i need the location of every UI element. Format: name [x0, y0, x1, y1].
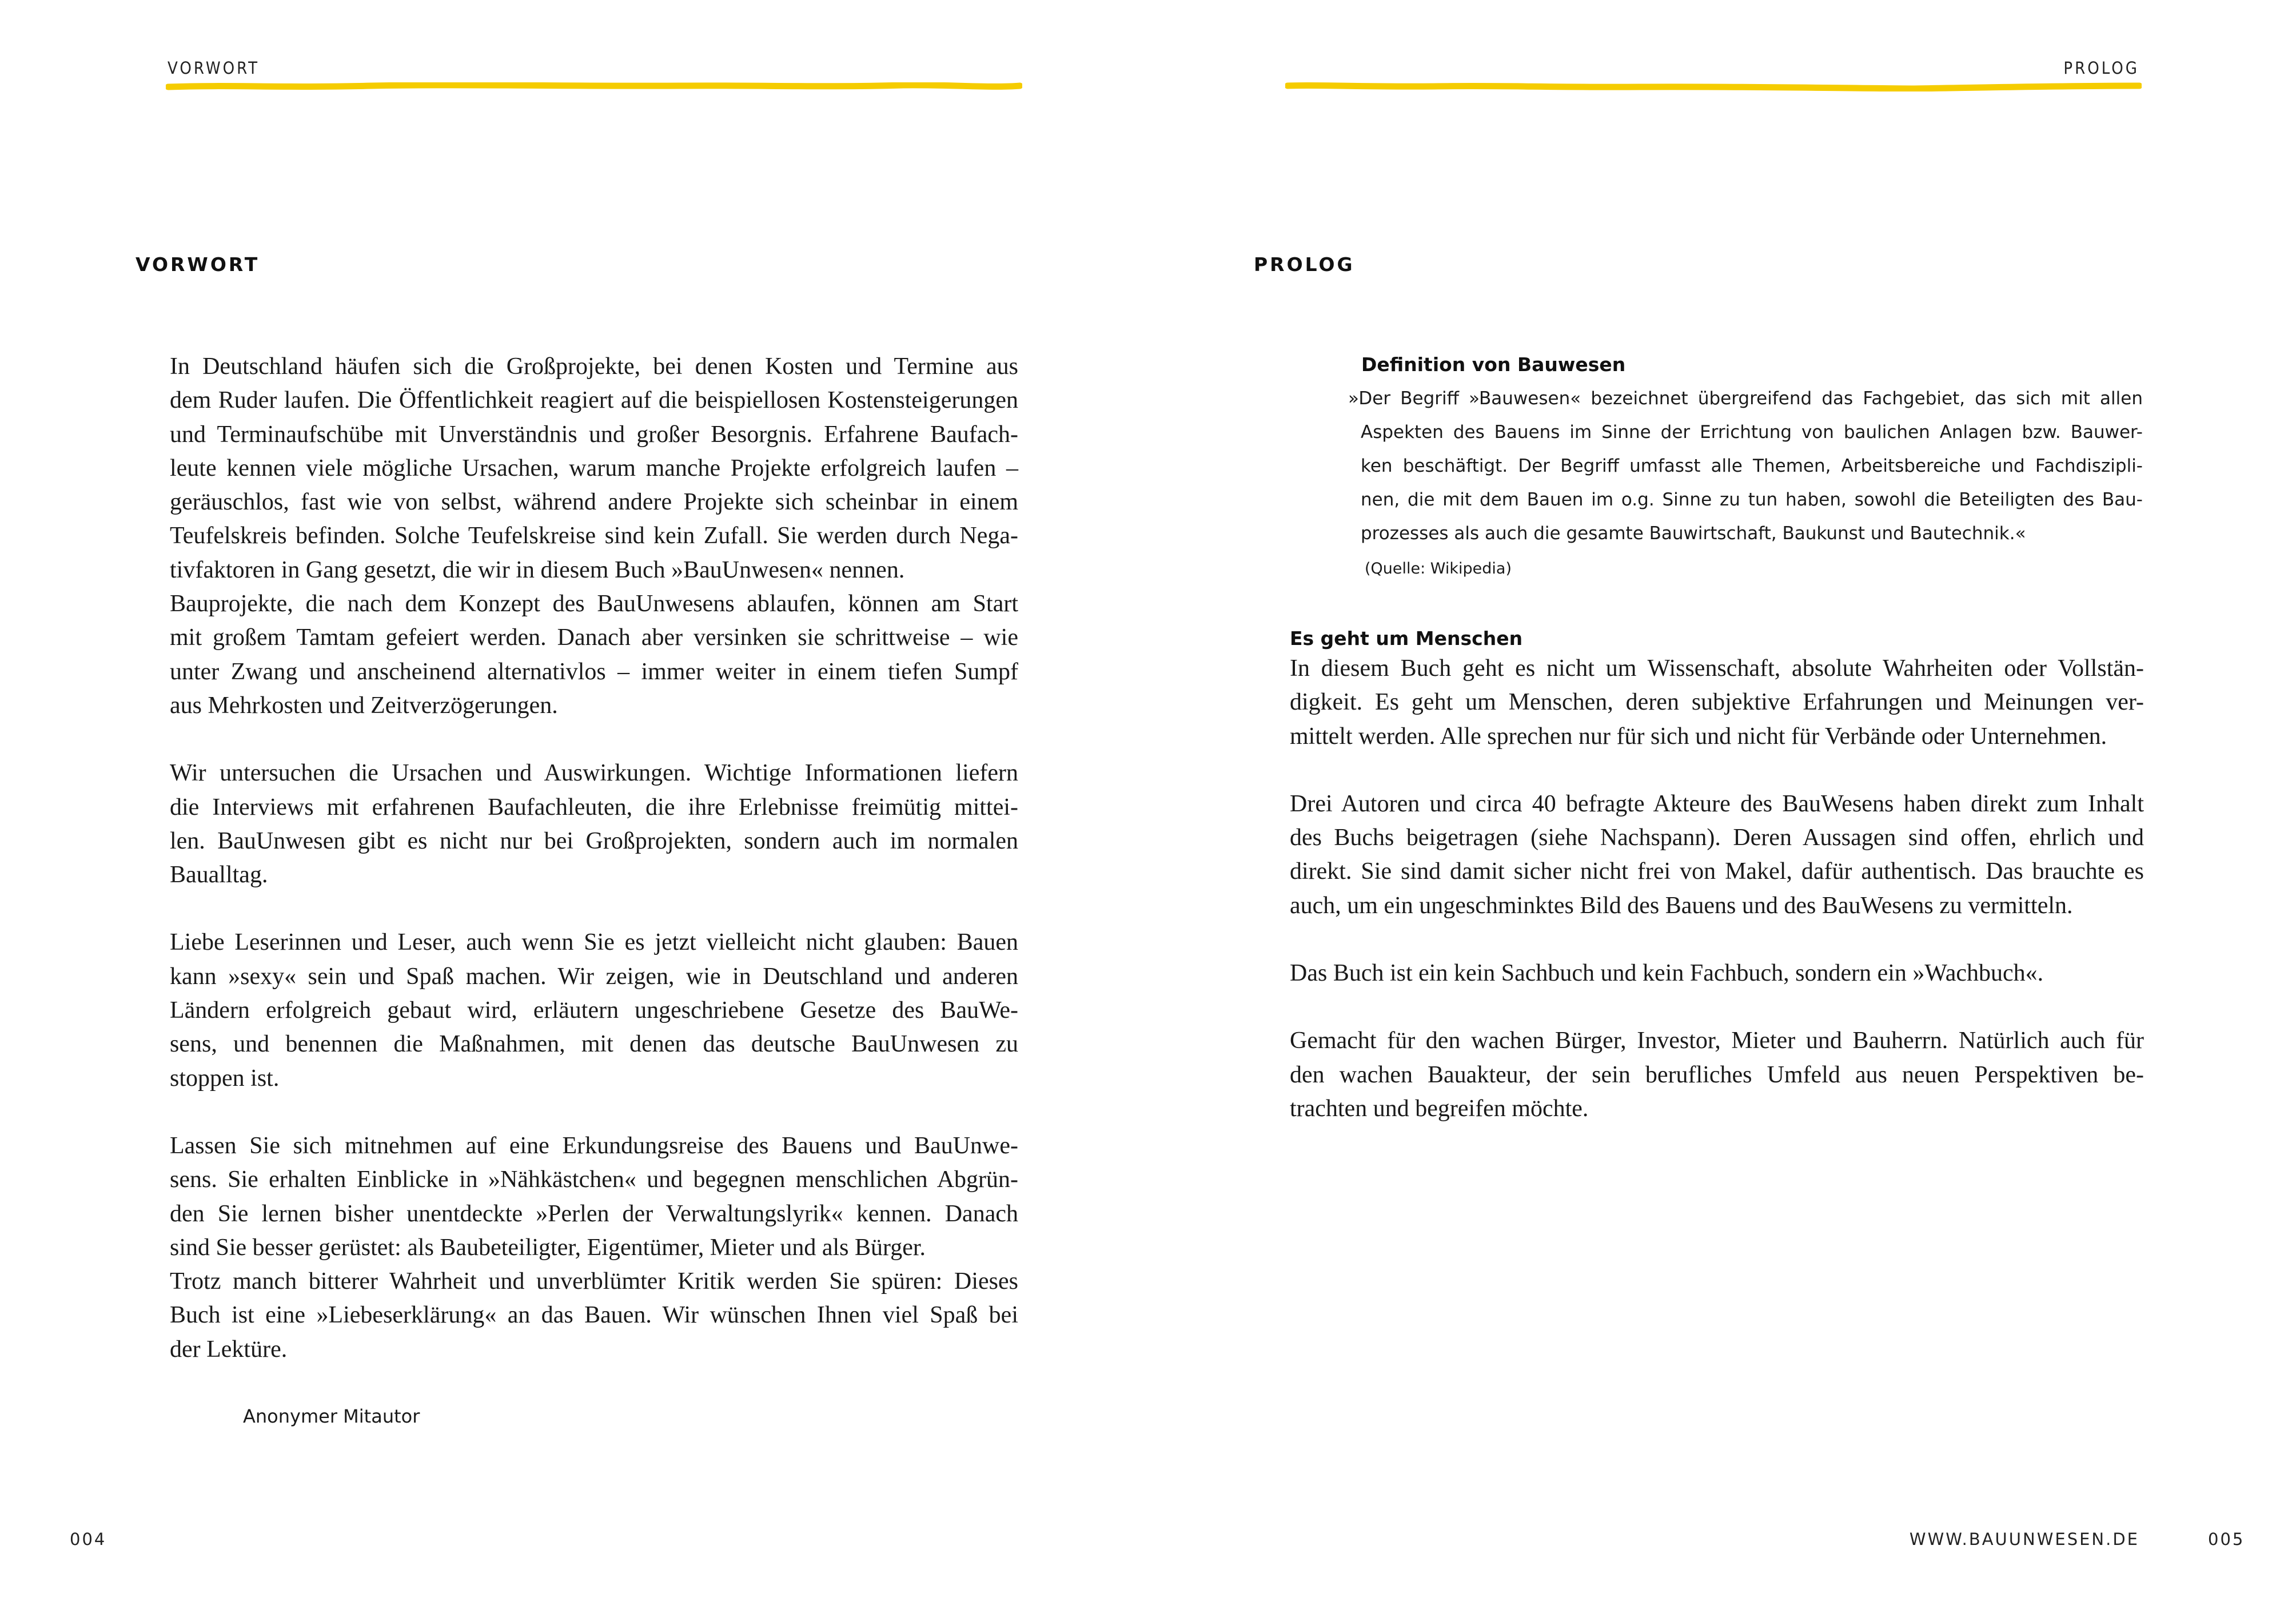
text-line: mit großem Tamtam gefeiert werden. Danach aber versinken sie schrittweise – wie — [170, 624, 1018, 651]
prolog-paragraph-3 — [1290, 957, 2144, 990]
text-line: digkeit. Es geht um Menschen, deren subjektive Erfahrungen und Meinungen ver- — [1290, 689, 2144, 716]
text-line: In Deutschland häufen sich die Großprojekte, bei denen Kosten und Termine aus — [170, 353, 1018, 380]
text-line: prozesses als auch die gesamte Bauwirtschaft, Baukunst und Bautechnik.« — [1361, 523, 2026, 544]
running-head-left: VORWORT — [168, 58, 260, 78]
text-line: den Sie lernen bisher unentdeckte »Perlen der Verwaltungslyrik« kennen. Danach — [170, 1200, 1018, 1227]
text-line: des Buchs beigetragen (siehe Nachspann). Deren Aussagen sind offen, ehrlich und — [1290, 825, 2144, 851]
vorwort-body — [170, 350, 1018, 1367]
text-line: sind Sie besser gerüstet: als Baubeteiligter, Eigentümer, Mieter und als Bürger. — [170, 1234, 926, 1261]
vorwort-paragraph-3 — [170, 926, 1018, 1095]
definition-source: (Quelle: Wikipedia) — [1365, 560, 1512, 577]
prolog-paragraph-4 — [1290, 1024, 2144, 1126]
text-line: der Lektüre. — [170, 1336, 288, 1363]
text-line: dem Ruder laufen. Die Öffentlichkeit reagiert auf die beispiellosen Kostensteigerungen — [170, 387, 1018, 414]
text-line: auch, um ein ungeschminktes Bild des Bauens und des BauWesens zu vermitteln. — [1290, 892, 2073, 919]
text-line: Buch ist eine »Liebeserklärung« an das Bauen. Wir wünschen Ihnen viel Spaß bei — [170, 1302, 1018, 1329]
text-line: trachten und begreifen möchte. — [1290, 1095, 1589, 1122]
text-line: und Terminaufschübe mit Unverständnis und großer Besorgnis. Erfahrene Baufach- — [170, 421, 1018, 448]
paragraph-spacer — [1290, 754, 2144, 787]
text-line: kann »sexy« sein und Spaß machen. Wir zeigen, wie in Deutschland und anderen — [170, 963, 1018, 990]
text-line: Bauprojekte, die nach dem Konzept des BauUnwesens ablaufen, können am Start — [170, 591, 1018, 618]
text-line: Teufelskreis befinden. Solche Teufelskreise sind kein Zufall. Sie werden durch Nega- — [170, 523, 1018, 549]
page-number-right: 005 — [2208, 1530, 2245, 1549]
paragraph-spacer — [170, 892, 1018, 926]
vorwort-paragraph-1 — [170, 350, 1018, 723]
signature: Anonymer Mitautor — [243, 1405, 420, 1427]
text-line: Trotz manch bitterer Wahrheit und unverblümter Kritik werden Sie spüren: Dieses — [170, 1268, 1018, 1295]
text-line: stoppen ist. — [170, 1065, 280, 1092]
yellow-brush-rule-left — [166, 82, 1022, 89]
definition-title: Definition von Bauwesen — [1361, 353, 1626, 376]
text-line: den wachen Bauakteur, der sein berufliches Umfeld aus neuen Perspektiven be- — [1290, 1061, 2144, 1088]
paragraph-spacer — [170, 1096, 1018, 1129]
text-line: direkt. Sie sind damit sicher nicht frei von Makel, dafür authentisch. Das brauchte es — [1290, 858, 2144, 885]
text-line: sens, und benennen die Maßnahmen, mit denen das deutsche BauUnwesen zu — [170, 1031, 1018, 1058]
page-number-left: 004 — [70, 1530, 107, 1549]
text-line: ken beschäftigt. Der Begriff umfasst alle Themen, Arbeitsbereiche und Fachdiszipli- — [1361, 456, 2143, 476]
text-line: Liebe Leserinnen und Leser, auch wenn Sie es jetzt vielleicht nicht glauben: Bauen — [170, 929, 1018, 956]
text-line: unter Zwang und anscheinend alternativlos – immer weiter in einem tiefen Sumpf — [170, 658, 1018, 685]
text-line: Baualltag. — [170, 862, 268, 889]
text-line: In diesem Buch geht es nicht um Wissenschaft, absolute Wahrheiten oder Vollstän- — [1290, 655, 2144, 682]
text-line: leute kennen viele mögliche Ursachen, warum manche Projekte erfolgreich laufen – — [170, 455, 1018, 481]
text-line: »Der Begriff »Bauwesen« bezeichnet übergreifend das Fachgebiet, das sich mit allen — [1348, 388, 2143, 409]
text-line: tivfaktoren in Gang gesetzt, die wir in diesem Buch »BauUnwesen« nennen. — [170, 556, 905, 583]
vorwort-paragraph-2 — [170, 756, 1018, 892]
running-head-right: PROLOG — [2063, 58, 2139, 78]
subheading-es-geht-um-menschen: Es geht um Menschen — [1290, 627, 1523, 650]
yellow-brush-rule-right — [1285, 82, 2142, 89]
prolog-paragraph-1 — [1290, 652, 2144, 754]
text-line: mittelt werden. Alle sprechen nur für sich und nicht für Verbände oder Unternehmen. — [1290, 723, 2107, 750]
prolog-body — [1290, 652, 2144, 1126]
section-title-vorwort: VORWORT — [135, 253, 260, 276]
text-line: Gemacht für den wachen Bürger, Investor, Mieter und Bauherrn. Natürlich auch für — [1290, 1027, 2144, 1054]
paragraph-spacer — [170, 723, 1018, 756]
text-line: len. BauUnwesen gibt es nicht nur bei Großprojekten, sondern auch im normalen — [170, 827, 1018, 854]
text-line: Ländern erfolgreich gebaut wird, erläutern ungeschriebene Gesetze des BauWe- — [170, 997, 1018, 1024]
website-url[interactable]: WWW.BAUUNWESEN.DE — [1909, 1530, 2139, 1549]
text-line: Das Buch ist ein kein Sachbuch und kein Fachbuch, sondern ein »Wachbuch«. — [1290, 960, 2044, 987]
text-line: aus Mehrkosten und Zeitverzögerungen. — [170, 692, 558, 719]
text-line: Lassen Sie sich mitnehmen auf eine Erkundungsreise des Bauens und BauUnwe- — [170, 1132, 1018, 1159]
text-line: die Interviews mit erfahrenen Baufachleuten, die ihre Erlebnisse freimütig mittei- — [170, 794, 1018, 821]
section-title-prolog: PROLOG — [1254, 253, 1355, 276]
vorwort-paragraph-4 — [170, 1129, 1018, 1367]
paragraph-spacer — [1290, 923, 2144, 957]
text-line: Wir untersuchen die Ursachen und Auswirkungen. Wichtige Informationen liefern — [170, 760, 1018, 787]
text-line: Aspekten des Bauens im Sinne der Errichtung von baulichen Anlagen bzw. Bauwer- — [1361, 422, 2143, 443]
paragraph-spacer — [1290, 990, 2144, 1024]
text-line: geräuschlos, fast wie von selbst, während andere Projekte sich scheinbar in einem — [170, 489, 1018, 516]
prolog-paragraph-2 — [1290, 787, 2144, 923]
text-line: Drei Autoren und circa 40 befragte Akteure des BauWesens haben direkt zum Inhalt — [1290, 790, 2144, 817]
definition-quote — [1348, 382, 2143, 551]
text-line: nen, die mit dem Bauen im o.g. Sinne zu tun haben, sowohl die Beteiligten des Bau- — [1361, 489, 2143, 510]
text-line: sens. Sie erhalten Einblicke in »Nähkästchen« und begegnen menschlichen Abgrün- — [170, 1166, 1018, 1193]
